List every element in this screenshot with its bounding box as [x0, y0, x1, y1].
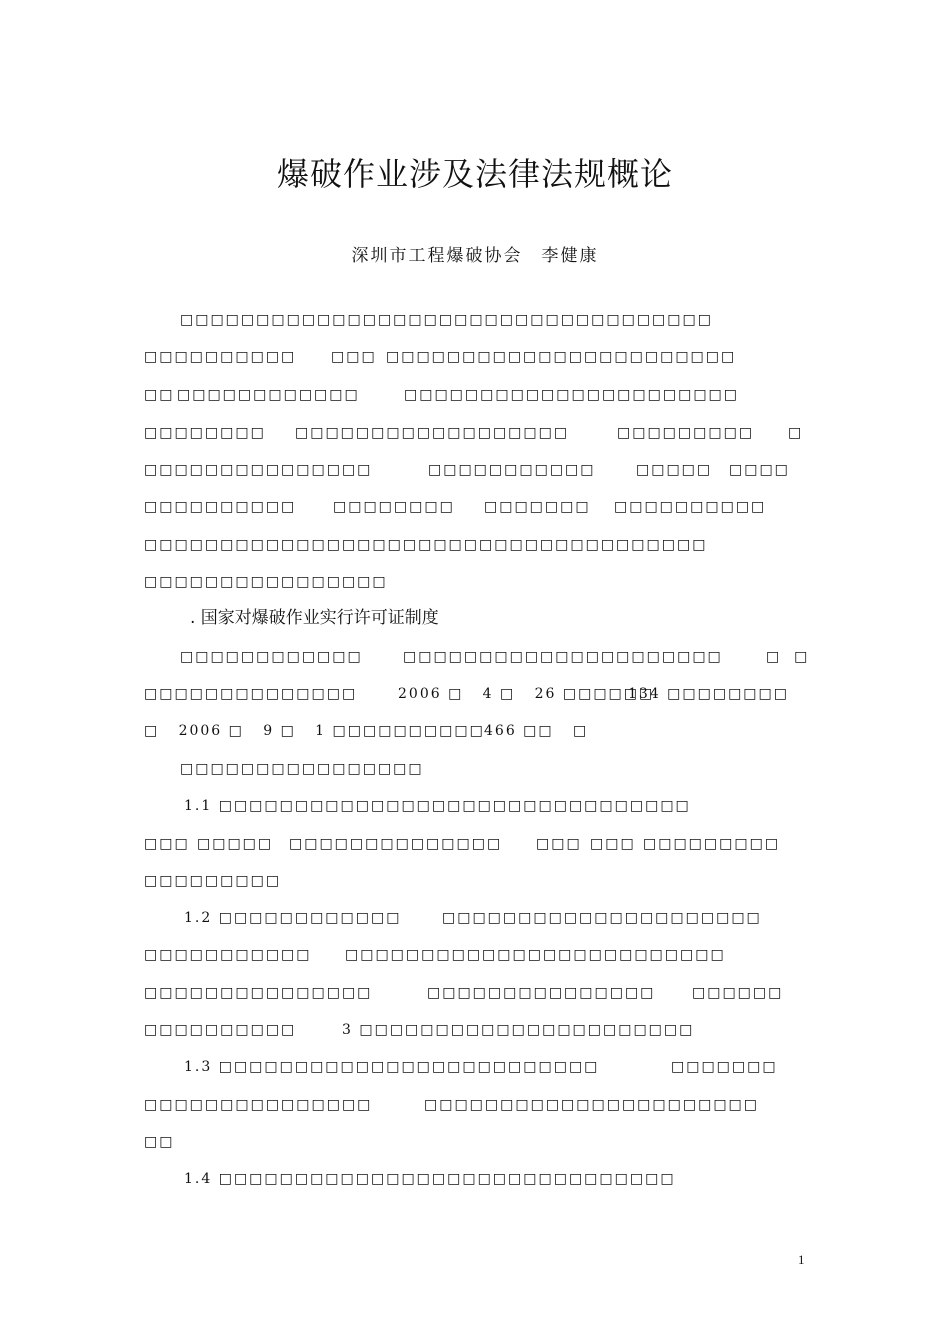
- text-segment: □□: [144, 387, 175, 403]
- text-segment: □□□□□□□□□□□□□□: [144, 686, 358, 702]
- text-segment: □□□: [590, 836, 636, 852]
- text-segment: 2006 □ 4 □ 26 □□□□□□: [398, 686, 655, 702]
- text-segment: □□□: [536, 836, 582, 852]
- text-segment: □□□□□□□: [484, 499, 591, 515]
- text-segment: □□□□□□□□□□□: [144, 947, 312, 963]
- text-segment: □□□□□□□□□□□□: [180, 649, 363, 665]
- text-segment: 134 □□□□□□□□: [628, 686, 789, 702]
- text-segment: □□□□□□□□□□□□□□□□□□□□□□□: [386, 349, 737, 365]
- text-segment: □□□□□□□□□□: [614, 499, 767, 515]
- section-heading: . 国家对爆破作业实行许可证制度: [190, 608, 439, 628]
- text-segment: □ □: [766, 649, 810, 665]
- text-segment: □□□□□□□□□□□□□□□: [144, 985, 373, 1001]
- text-segment: □□□□□□□□□□□□□□□□□□□□□: [442, 910, 762, 926]
- text-segment: □□□□□□□□□□□□□□□: [144, 462, 373, 478]
- text-segment: □□□: [144, 836, 190, 852]
- text-segment: □□□□□□□□□□□□□□: [289, 836, 503, 852]
- text-segment: 466 □□ □: [484, 723, 589, 739]
- text-segment: □□□□□□□□□□: [144, 1022, 297, 1038]
- text-segment: □□□□□□□□□□□□□□□□□□□□□□□□□□□□□□□□□□□: [180, 312, 713, 328]
- text-segment: □□□□□□□□□□□□□□□□□□□□□□: [404, 387, 740, 403]
- text-segment: □□□□□□□□□: [617, 425, 755, 441]
- text-segment: □□□□□□□□□□□: [428, 462, 596, 478]
- text-segment: □□□□□□□□: [333, 499, 455, 515]
- text-segment: □□□□□□□□□□□□□□□□: [180, 761, 424, 777]
- text-segment: □: [788, 425, 804, 441]
- text-segment: □□□□□□□□□□□□□□□□□□□□□□□□□□□□□□□□□□□□□: [144, 537, 708, 553]
- text-segment: 1.2 □□□□□□□□□□□□: [184, 910, 402, 926]
- text-segment: □□□□□□□□□□: [144, 499, 297, 515]
- text-segment: □□□□□□□□□□□□□□□□: [144, 574, 388, 590]
- text-segment: 1.3 □□□□□□□□□□□□□□□□□□□□□□□□□: [184, 1059, 600, 1075]
- text-segment: □□□□□: [197, 836, 274, 852]
- text-segment: 3 □□□□□□□□□□□□□□□□□□□□□□: [342, 1022, 695, 1038]
- text-segment: □□□□□□□□□□: [144, 349, 297, 365]
- text-segment: □□□□□□: [692, 985, 784, 1001]
- text-segment: □□□□□□□□□: [643, 836, 781, 852]
- text-segment: 1.1 □□□□□□□□□□□□□□□□□□□□□□□□□□□□□□□: [184, 798, 691, 814]
- text-segment: □□□□□□□□: [144, 425, 266, 441]
- document-title: 爆破作业涉及法律法规概论: [276, 155, 673, 193]
- page-number: 1: [798, 1252, 805, 1267]
- text-segment: □□□□□: [636, 462, 713, 478]
- text-segment: □ 2006 □ 9 □ 1 □□□□□□□□□□: [144, 723, 485, 739]
- text-segment: □□□□□□□□□□□□□□□: [144, 1097, 373, 1113]
- text-segment: □□□□□□□□□□□□□□□□□□□□□□□□□: [345, 947, 726, 963]
- author-line: 深圳市工程爆破协会 李健康: [351, 246, 599, 266]
- text-segment: □□□□□□□□□□□□: [177, 387, 360, 403]
- text-segment: □□□: [331, 349, 377, 365]
- text-segment: □□□□□□□□□□□□□□□: [427, 985, 656, 1001]
- text-segment: 1.4 □□□□□□□□□□□□□□□□□□□□□□□□□□□□□□: [184, 1171, 676, 1187]
- text-segment: □□□□□□□□□□□□□□□□□□□□□□: [424, 1097, 760, 1113]
- text-segment: □□: [144, 1134, 175, 1150]
- text-segment: □□□□: [729, 462, 790, 478]
- text-segment: □□□□□□□□□□□□□□□□□□: [295, 425, 570, 441]
- text-segment: □□□□□□□□□□□□□□□□□□□□□: [403, 649, 723, 665]
- text-segment: □□□□□□□□□: [144, 873, 282, 889]
- text-segment: □□□□□□□: [671, 1059, 778, 1075]
